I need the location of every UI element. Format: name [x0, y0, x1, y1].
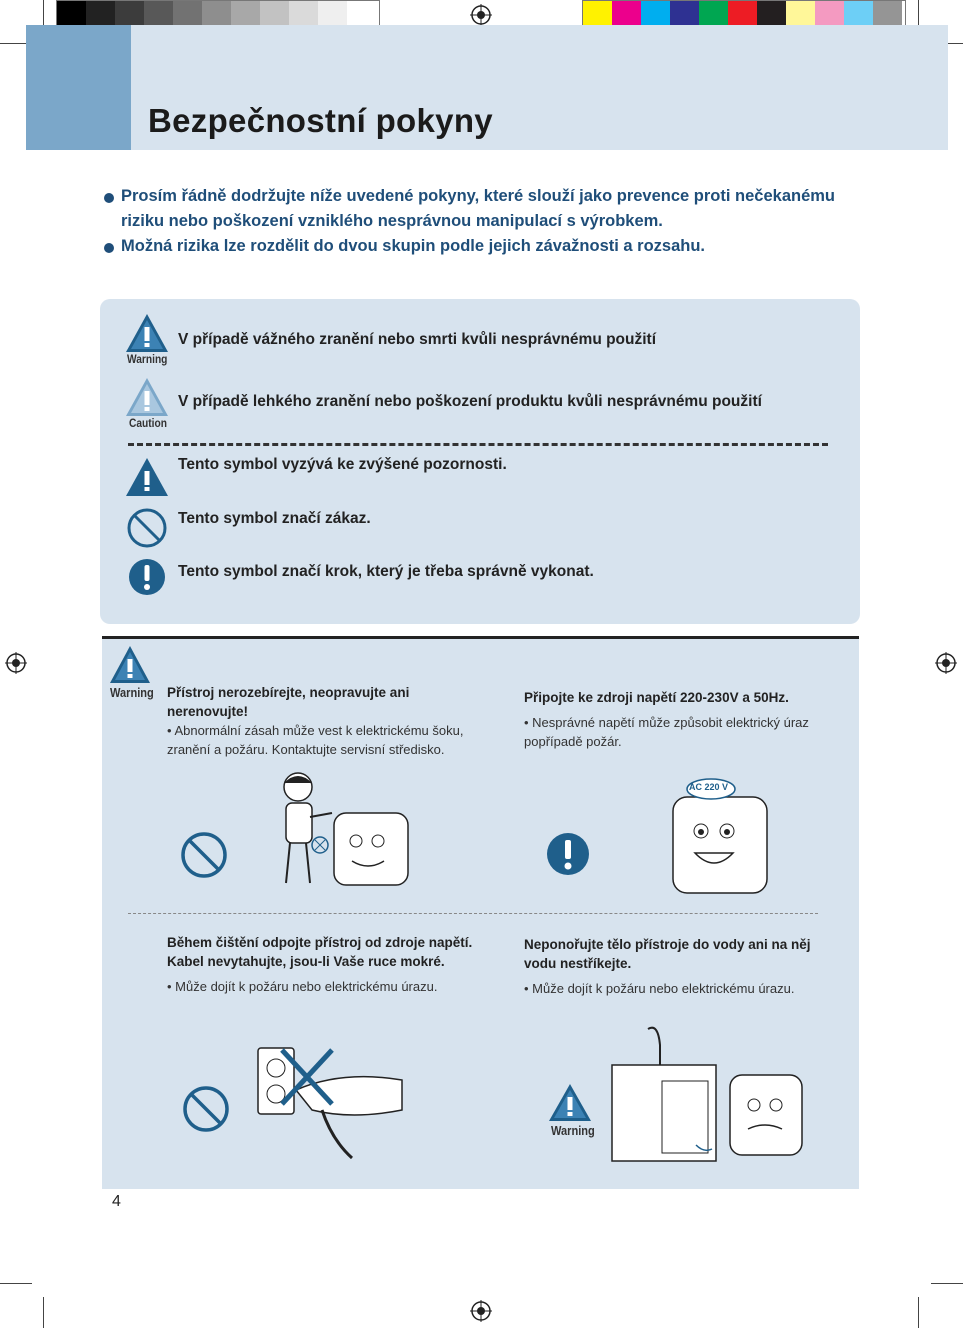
- instruction-title: Přístroj nerozebírejte, neopravujte ani nerenovujte!: [167, 685, 410, 719]
- warning-triangle-icon: [124, 312, 170, 354]
- mandatory-description: Tento symbol značí krok, který je třeba správně vykonat.: [178, 563, 594, 580]
- instruction-disassembly: [167, 683, 487, 759]
- instruction-description: • Může dojít k požáru nebo elektrickému úrazu.: [167, 979, 438, 994]
- warning-label: Warning: [551, 1123, 595, 1138]
- instruction-title: Kabel nevytahujte, jsou-li Vaše ruce mokré.: [167, 954, 445, 969]
- prohibition-icon: [180, 831, 228, 879]
- instruction-description: • Nesprávné napětí může způsobit elektrický úraz popřípadě požár.: [524, 715, 809, 749]
- warning-triangle-icon: [109, 645, 151, 685]
- instruction-unplug: [167, 933, 487, 996]
- prohibition-icon: [126, 507, 168, 549]
- caution-label: Caution: [129, 416, 167, 430]
- registration-mark-icon: [5, 652, 27, 674]
- intro-bullets: [104, 184, 844, 259]
- legend-divider: [128, 443, 828, 446]
- instruction-voltage: [524, 688, 824, 751]
- unplug-illustration: [252, 1040, 412, 1160]
- warning-label: Warning: [110, 685, 154, 700]
- prohibition-description: Tento symbol značí zákaz.: [178, 510, 371, 527]
- caution-triangle-icon: [124, 376, 170, 418]
- crop-mark: [0, 1283, 32, 1284]
- disassembly-illustration: [268, 765, 418, 895]
- prohibition-icon: [182, 1085, 230, 1133]
- registration-mark-icon: [470, 1300, 492, 1322]
- header-tab: [26, 25, 131, 150]
- registration-mark-icon: [935, 652, 957, 674]
- registration-mark-icon: [470, 4, 492, 26]
- warning-label: Warning: [127, 352, 168, 366]
- instruction-title: Připojte ke zdroji napětí 220-230V a 50Hz.: [524, 690, 789, 705]
- caution-description: V případě lehkého zranění nebo poškození produktu kvůli nesprávnému použití: [178, 393, 762, 410]
- instructions-divider: [128, 913, 818, 914]
- instruction-water: [524, 935, 824, 998]
- mandatory-action-icon: [545, 831, 591, 877]
- mandatory-action-icon: [127, 557, 167, 597]
- intro-bullet-2: Možná rizika lze rozdělit do dvou skupin podle jejich závažnosti a rozsahu.: [104, 234, 844, 259]
- instruction-title: Během čištění odpojte přístroj od zdroje napětí.: [167, 935, 473, 950]
- warning-triangle-icon: [548, 1083, 592, 1123]
- crop-mark: [918, 1297, 919, 1328]
- instruction-title: Neponořujte tělo přístroje do vody ani na něj vodu nestříkejte.: [524, 937, 811, 971]
- instruction-description: • Může dojít k požáru nebo elektrickému úrazu.: [524, 981, 795, 996]
- page-title: Bezpečnostní pokyny: [148, 102, 493, 139]
- instruction-description: • Abnormální zásah může vest k elektrickému šoku, zranění a požáru. Kontaktujte servisní středisko.: [167, 723, 464, 757]
- crop-mark: [931, 1283, 963, 1284]
- appliance-voltage-illustration: [665, 775, 775, 900]
- intro-bullet-1: Prosím řádně dodržujte níže uvedené pokyny, které slouží jako prevence proti nečekanému riziku nebo poškození vzniklého nesprávnou manipulací s výrobkem.: [104, 184, 844, 234]
- water-illustration: [608, 1025, 818, 1165]
- voltage-badge: AC 220 V: [689, 782, 729, 792]
- page-number: 4: [112, 1193, 121, 1210]
- warning-description: V případě vážného zranění nebo smrti kvůli nesprávnému použití: [178, 331, 657, 348]
- attention-triangle-icon: [125, 457, 169, 497]
- crop-mark: [43, 1297, 44, 1328]
- attention-description: Tento symbol vyzývá ke zvýšené pozornosti.: [178, 456, 507, 473]
